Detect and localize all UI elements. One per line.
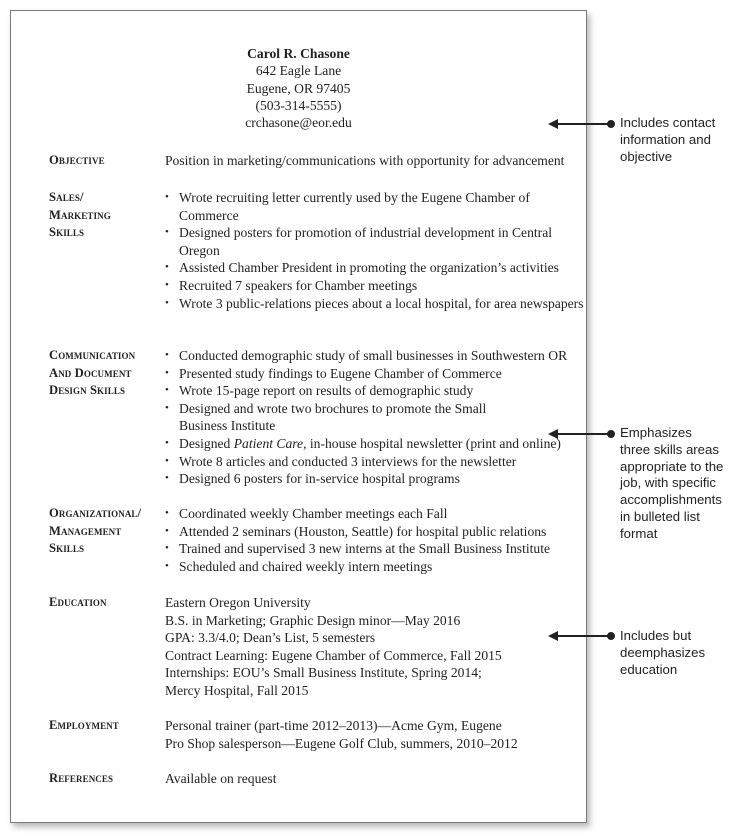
education-line: B.S. in Marketing; Graphic Design minor—May 2016 bbox=[165, 612, 461, 628]
label-line: Skills bbox=[49, 225, 85, 240]
list-item: • Recruited 7 speakers for Chamber meetings bbox=[165, 277, 585, 295]
annotation-education bbox=[620, 628, 705, 678]
sales-marketing-list bbox=[165, 189, 585, 312]
organizational-list bbox=[165, 505, 585, 575]
list-item: • Designed and wrote two brochures to promote the Small Business Institute bbox=[165, 400, 489, 435]
education-line: Eastern Oregon University bbox=[165, 595, 311, 610]
applicant-name: Carol R. Chasone bbox=[247, 46, 350, 61]
education-line: Mercy Hospital, Fall 2015 bbox=[165, 682, 309, 698]
annotation-line: job, with specific bbox=[620, 475, 717, 491]
education-line: Internships: EOU’s Small Business Institute, Spring 2014; bbox=[165, 665, 482, 681]
objective-text: Position in marketing/communications with opportunity for advancement bbox=[165, 153, 565, 168]
list-item: • Wrote 3 public-relations pieces about a local hospital, for area newspapers bbox=[165, 295, 585, 313]
annotation-line: three skills areas bbox=[620, 441, 719, 457]
label-line: Marketing bbox=[49, 207, 111, 222]
organizational-label bbox=[49, 505, 159, 558]
education-label: Education bbox=[49, 595, 107, 609]
list-item: • Conducted demographic study of small businesses in Southwestern OR bbox=[165, 347, 585, 365]
references-label: References bbox=[49, 771, 114, 785]
email-address: crchasone@eor.edu bbox=[245, 115, 352, 131]
label-line: Sales/ bbox=[49, 190, 84, 204]
list-item: • Wrote recruiting letter currently used by the Eugene Chamber of Commerce bbox=[165, 189, 585, 224]
annotation-line: information and bbox=[620, 131, 711, 147]
list-item: • Presented study findings to Eugene Chamber of Commerce bbox=[165, 365, 585, 383]
street-address: 642 Eagle Lane bbox=[255, 63, 342, 79]
newsletter-title: Patient Care bbox=[233, 435, 304, 451]
arrow-contact bbox=[550, 123, 612, 125]
label-line: Skills bbox=[49, 541, 85, 556]
annotation-line: deemphasizes bbox=[620, 644, 706, 660]
education-line: GPA: 3.3/4.0; Dean’s List, 5 semesters bbox=[165, 630, 376, 646]
phone-number: (503-314-5555) bbox=[255, 97, 342, 113]
label-line: Design Skills bbox=[49, 383, 126, 398]
annotation-line: appropriate to the bbox=[620, 458, 724, 474]
text-span: , in-house hospital newsletter (print and online) bbox=[303, 435, 561, 451]
contact-header bbox=[11, 45, 586, 131]
arrowhead-icon bbox=[548, 429, 558, 439]
objective-label: Objective bbox=[49, 153, 105, 167]
annotation-line: Includes contact bbox=[620, 115, 716, 130]
communication-label bbox=[49, 347, 159, 400]
employment-line: Pro Shop salesperson—Eugene Golf Club, summers, 2010–2012 bbox=[165, 735, 518, 751]
list-item: • Wrote 15-page report on results of demographic study bbox=[165, 382, 585, 400]
annotation-line: format bbox=[620, 525, 658, 541]
list-item: • Designed 6 posters for in-service hospital programs bbox=[165, 470, 585, 488]
references-text: Available on request bbox=[165, 771, 277, 786]
annotation-line: Includes but bbox=[620, 628, 692, 643]
list-item: • Wrote 8 articles and conducted 3 interviews for the newsletter bbox=[165, 453, 585, 471]
education-line: Contract Learning: Eugene Chamber of Commerce, Fall 2015 bbox=[165, 647, 502, 663]
annotation-skills bbox=[620, 425, 723, 543]
city-state-zip: Eugene, OR 97405 bbox=[246, 80, 351, 96]
employment-details bbox=[165, 717, 585, 752]
employment-line: Personal trainer (part-time 2012–2013)—Acme Gym, Eugene bbox=[165, 718, 502, 733]
arrow-skills bbox=[550, 433, 612, 435]
annotation-contact bbox=[620, 115, 715, 165]
arrowhead-icon bbox=[548, 119, 558, 129]
list-item: • Attended 2 seminars (Houston, Seattle) for hospital public relations bbox=[165, 523, 585, 541]
annotation-line: accomplishments bbox=[620, 492, 722, 508]
annotation-line: Emphasizes bbox=[620, 425, 692, 440]
sales-marketing-label bbox=[49, 189, 159, 242]
bullet-dot-icon bbox=[607, 120, 615, 128]
annotation-line: in bulleted list bbox=[620, 508, 700, 524]
bullet-dot-icon bbox=[607, 430, 615, 438]
text-span: Designed bbox=[179, 435, 234, 451]
arrowhead-icon bbox=[548, 631, 558, 641]
annotation-line: education bbox=[620, 661, 678, 677]
list-item-newsletter bbox=[165, 435, 585, 453]
arrow-education bbox=[550, 635, 612, 637]
list-item: • Coordinated weekly Chamber meetings each Fall bbox=[165, 505, 585, 523]
employment-label: Employment bbox=[49, 718, 119, 732]
communication-list bbox=[165, 347, 585, 488]
list-item: • Trained and supervised 3 new interns at the Small Business Institute bbox=[165, 540, 585, 558]
resume-page bbox=[10, 10, 587, 823]
list-item: • Assisted Chamber President in promoting the organization’s activities bbox=[165, 259, 585, 277]
label-line: Management bbox=[49, 523, 122, 538]
list-item: • Scheduled and chaired weekly intern meetings bbox=[165, 558, 585, 576]
bullet-dot-icon bbox=[607, 632, 615, 640]
education-details bbox=[165, 594, 585, 700]
label-line: Communication bbox=[49, 348, 136, 362]
label-line: And Document bbox=[49, 365, 132, 380]
annotation-line: objective bbox=[620, 148, 673, 164]
list-item: • Designed posters for promotion of industrial development in Central Oregon bbox=[165, 224, 585, 259]
label-line: Organizational/ bbox=[49, 506, 142, 520]
